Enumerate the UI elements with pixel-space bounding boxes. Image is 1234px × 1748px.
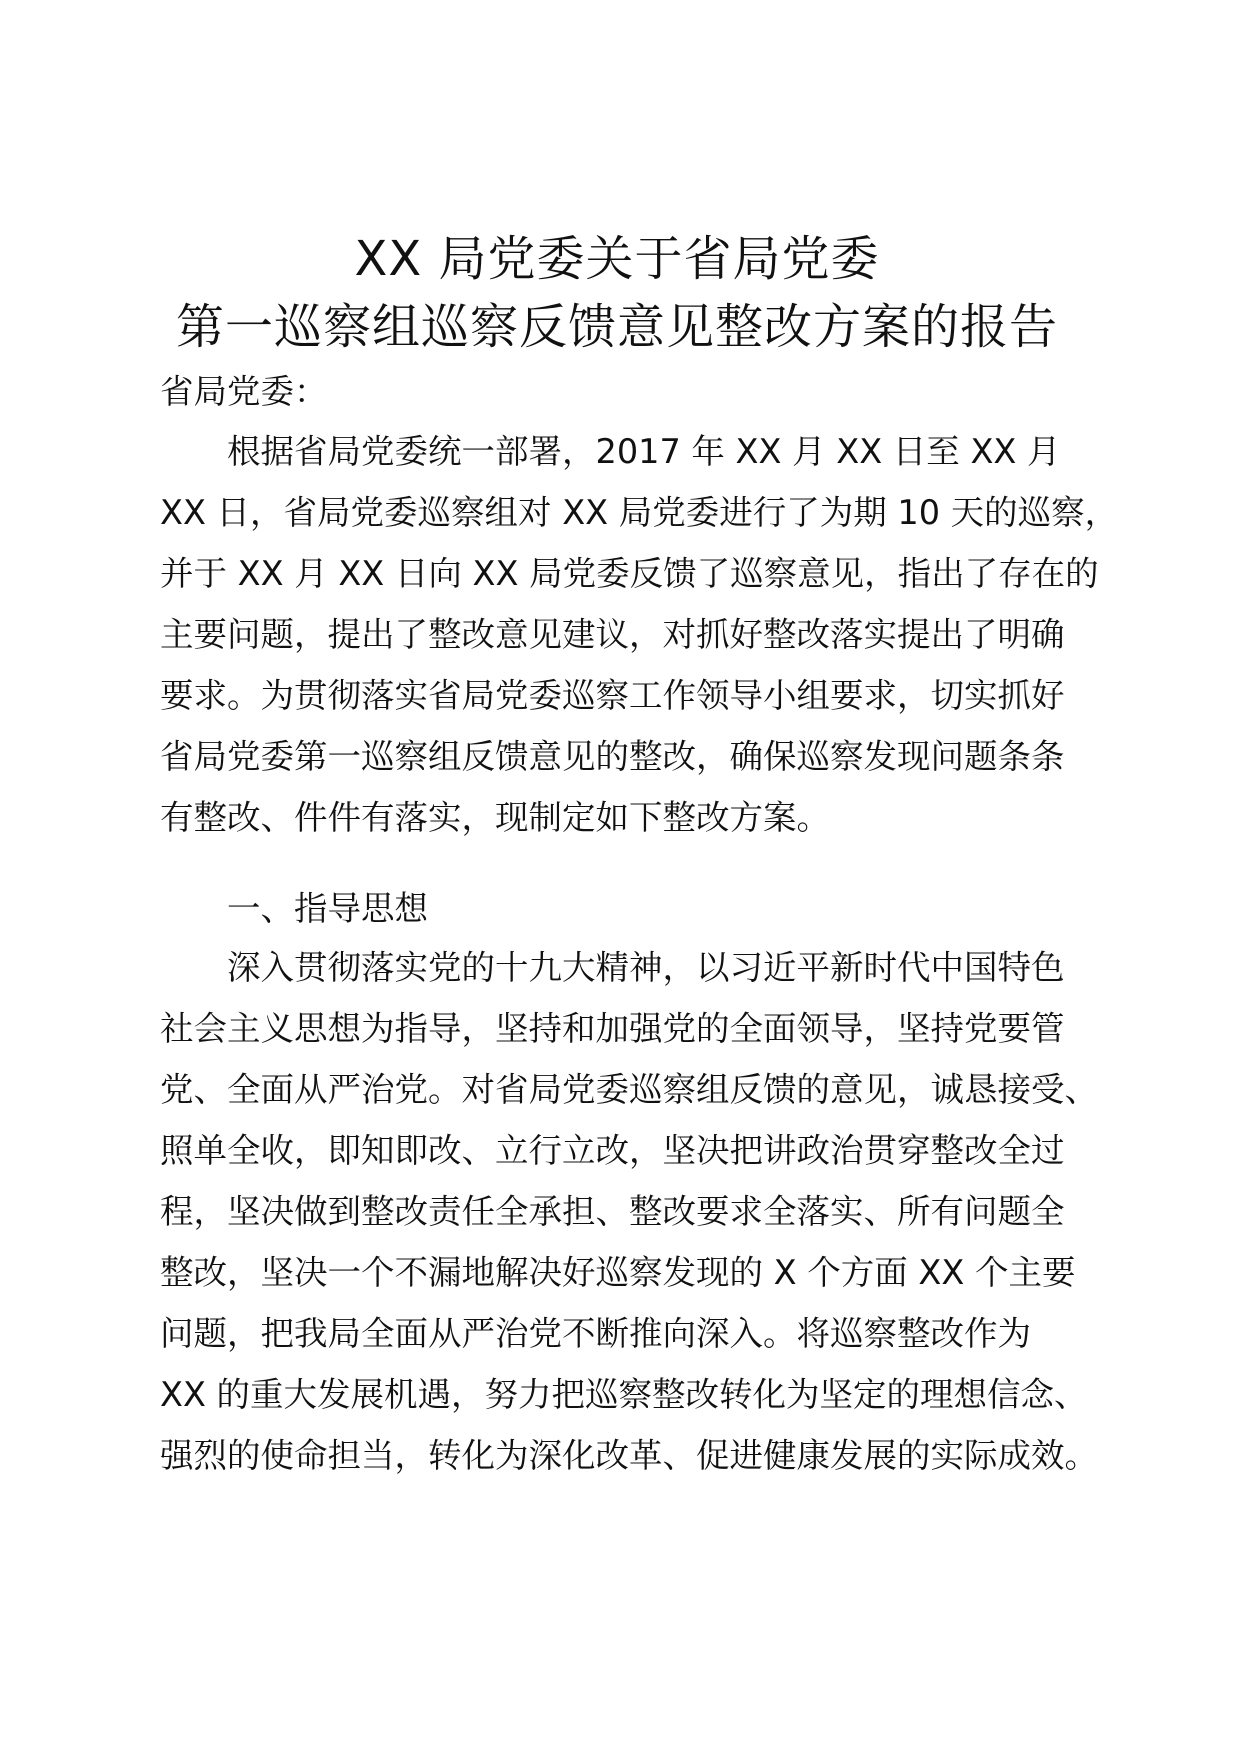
- paragraph-2-line: 党、全面从严治党。对省局党委巡察组反馈的意见，诚恳接受、: [160, 1070, 1098, 1109]
- document-title-line-1: XX 局党委关于省局党委: [354, 231, 880, 287]
- paragraph-2-line: 问题，把我局全面从严治党不断推向深入。将巡察整改作为: [160, 1314, 1031, 1353]
- paragraph-2-line: 社会主义思想为指导，坚持和加强党的全面领导，坚持党要管: [160, 1009, 1065, 1048]
- paragraph-2-line: 深入贯彻落实党的十九大精神，以习近平新时代中国特色: [227, 948, 1065, 987]
- paragraph-2-line: 整改，坚决一个不漏地解决好巡察发现的 X 个方面 XX 个主要: [160, 1253, 1076, 1292]
- paragraph-1-line: 要求。为贯彻落实省局党委巡察工作领导小组要求，切实抓好: [160, 676, 1065, 715]
- paragraph-1-line: 主要问题，提出了整改意见建议，对抓好整改落实提出了明确: [160, 615, 1065, 654]
- paragraph-1-line: 省局党委第一巡察组反馈意见的整改，确保巡察发现问题条条: [160, 737, 1065, 776]
- paragraph-1-line: XX 日，省局党委巡察组对 XX 局党委进行了为期 10 天的巡察，: [160, 493, 1119, 532]
- paragraph-2-line: 程，坚决做到整改责任全承担、整改要求全落实、所有问题全: [160, 1192, 1065, 1231]
- paragraph-1-line: 并于 XX 月 XX 日向 XX 局党委反馈了巡察意见，指出了存在的: [160, 554, 1099, 593]
- paragraph-1-line: 根据省局党委统一部署，2017 年 XX 月 XX 日至 XX 月: [227, 432, 1061, 471]
- paragraph-2-line: 强烈的使命担当，转化为深化改革、促进健康发展的实际成效。: [160, 1436, 1098, 1475]
- paragraph-2-line: XX 的重大发展机遇，努力把巡察整改转化为坚定的理想信念、: [160, 1375, 1088, 1414]
- salutation: 省局党委：: [160, 372, 328, 411]
- section-heading: 一、指导思想: [227, 889, 428, 928]
- paragraph-1-line: 有整改、件件有落实，现制定如下整改方案。: [160, 798, 830, 837]
- document-title-line-2: 第一巡察组巡察反馈意见整改方案的报告: [175, 299, 1058, 355]
- paragraph-2-line: 照单全收，即知即改、立行立改，坚决把讲政治贯穿整改全过: [160, 1131, 1065, 1170]
